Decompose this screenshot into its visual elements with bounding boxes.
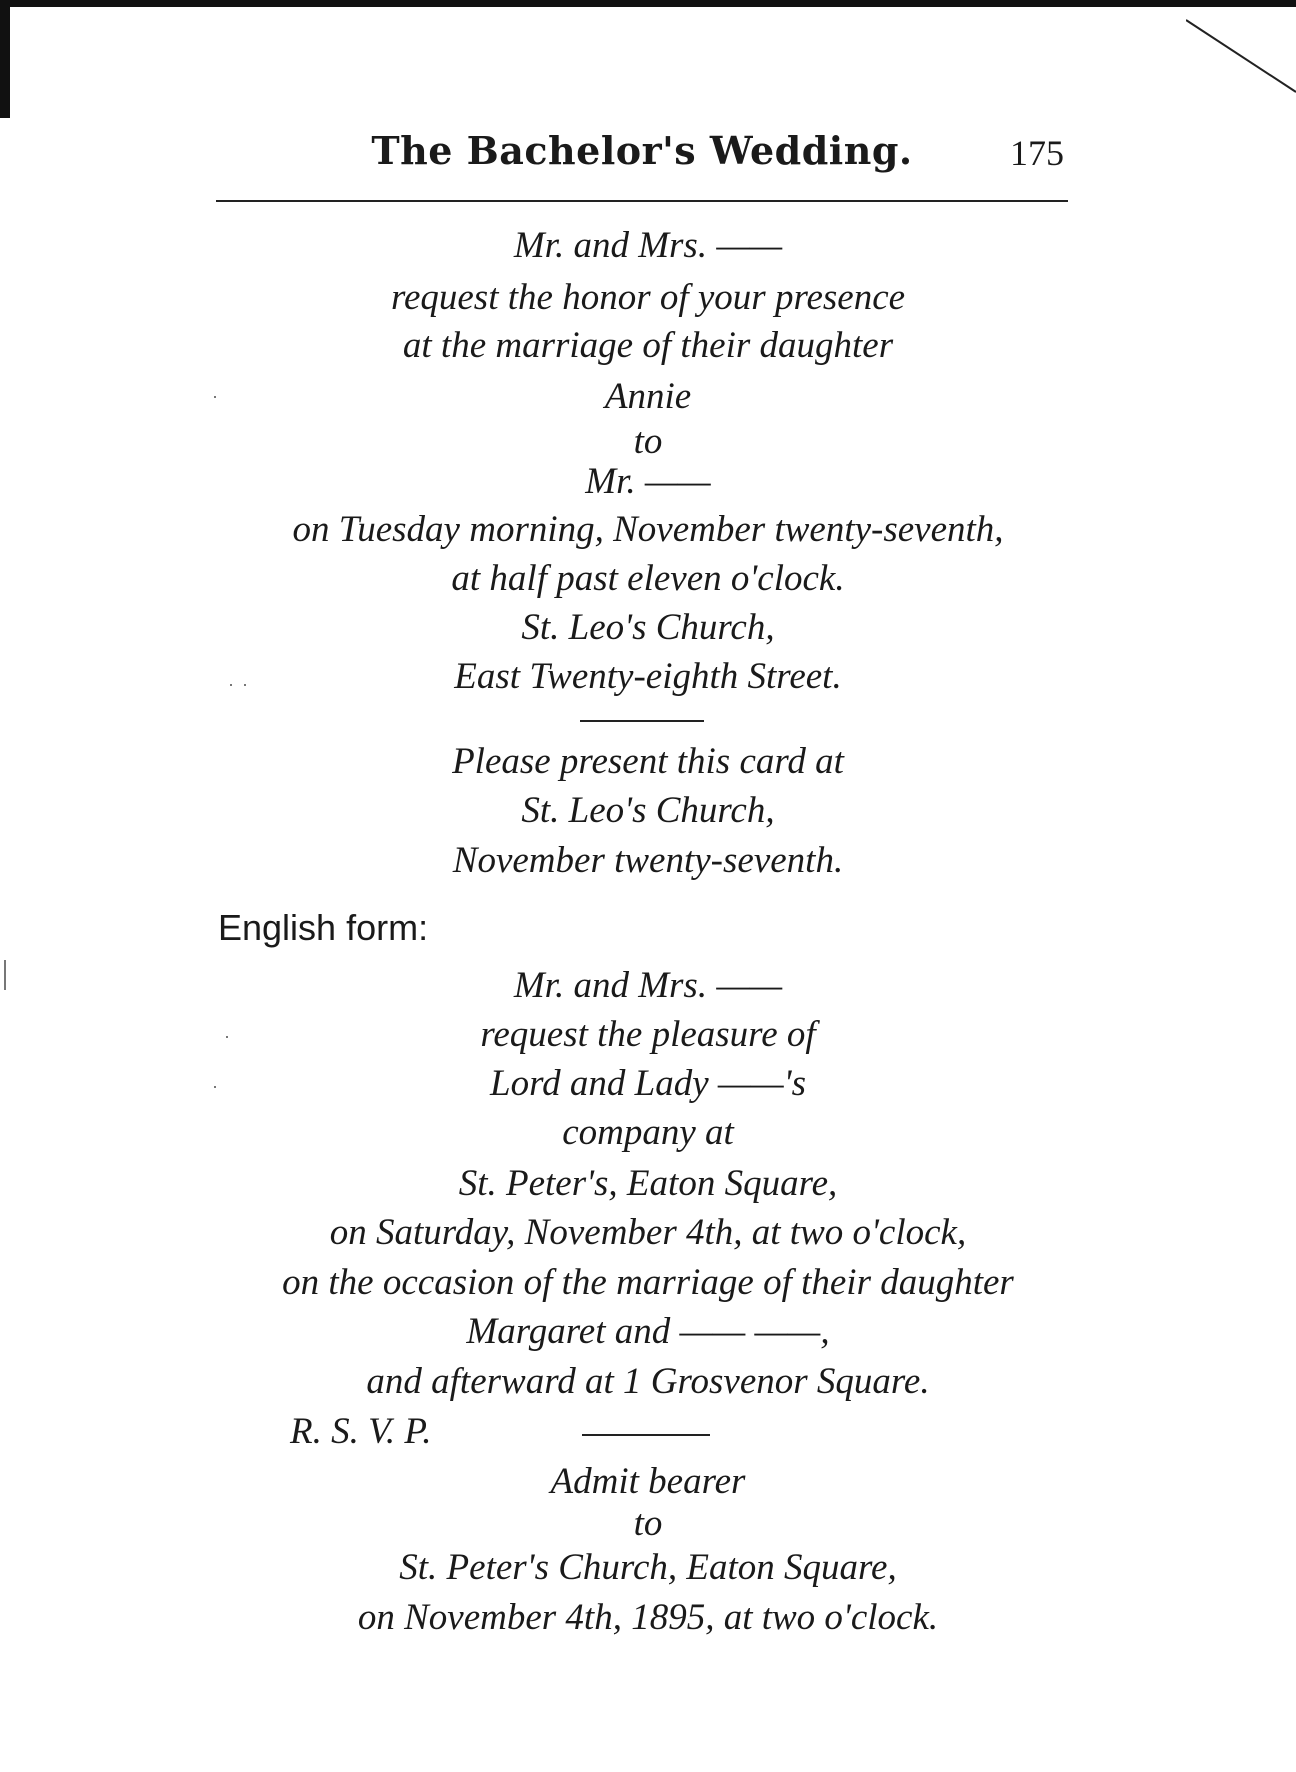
scan-speck	[214, 396, 216, 398]
invitation-line: on the occasion of the marriage of their daughter	[282, 1262, 1014, 1303]
admit-line: St. Peter's Church, Eaton Square,	[399, 1547, 897, 1588]
invitation-line: at half past eleven o'clock.	[451, 558, 845, 599]
invitation-line: on Tuesday morning, November twenty-seventh,	[292, 509, 1004, 550]
page-header	[216, 122, 1068, 182]
invitation-line: at the marriage of their daughter	[402, 325, 894, 366]
scan-edge-left	[0, 0, 10, 118]
invitation-line: Mr. ——	[585, 461, 711, 502]
admit-line: Admit bearer	[550, 1461, 746, 1502]
invitation-line: Mr. and Mrs. ——	[513, 965, 783, 1006]
invitation-line: Margaret and —— ——,	[466, 1311, 830, 1352]
scan-speck	[214, 1086, 216, 1088]
invitation-line: Lord and Lady ——'s	[490, 1063, 806, 1104]
invitation-line: Mr. and Mrs. ——	[513, 225, 783, 266]
invitation-line: East Twenty-eighth Street.	[454, 656, 842, 697]
running-title: The Bachelor's Wedding.	[371, 128, 913, 173]
invitation-line: request the pleasure of	[480, 1014, 816, 1055]
english-form-heading: English form:	[218, 907, 429, 948]
scan-speck	[226, 1036, 228, 1038]
rsvp-note: R. S. V. P.	[290, 1411, 432, 1452]
admit-line: on November 4th, 1895, at two o'clock.	[357, 1597, 939, 1638]
scan-speck	[230, 684, 232, 686]
invitation-line: company at	[562, 1112, 734, 1153]
invitation-line: to	[633, 421, 663, 462]
invitation-line: St. Peter's, Eaton Square,	[458, 1163, 838, 1204]
header-rule	[216, 200, 1068, 202]
invitation-line: request the honor of your presence	[390, 277, 906, 318]
scan-speck	[244, 684, 246, 686]
folded-corner	[1186, 0, 1296, 100]
scan-edge-top	[0, 0, 1296, 7]
card-line: Please present this card at	[452, 741, 844, 782]
scan-speck	[4, 960, 6, 990]
admit-line: to	[633, 1503, 663, 1544]
invitation-line: St. Leo's Church,	[521, 607, 775, 648]
page-number: 175	[1010, 133, 1064, 173]
section-rule	[580, 720, 704, 722]
invitation-line: on Saturday, November 4th, at two o'clock,	[329, 1212, 967, 1253]
card-line: November twenty-seventh.	[452, 840, 844, 881]
card-line: St. Leo's Church,	[521, 790, 775, 831]
section-rule	[582, 1434, 710, 1436]
invitation-line: Annie	[604, 376, 692, 417]
invitation-line: and afterward at 1 Grosvenor Square.	[366, 1361, 930, 1402]
